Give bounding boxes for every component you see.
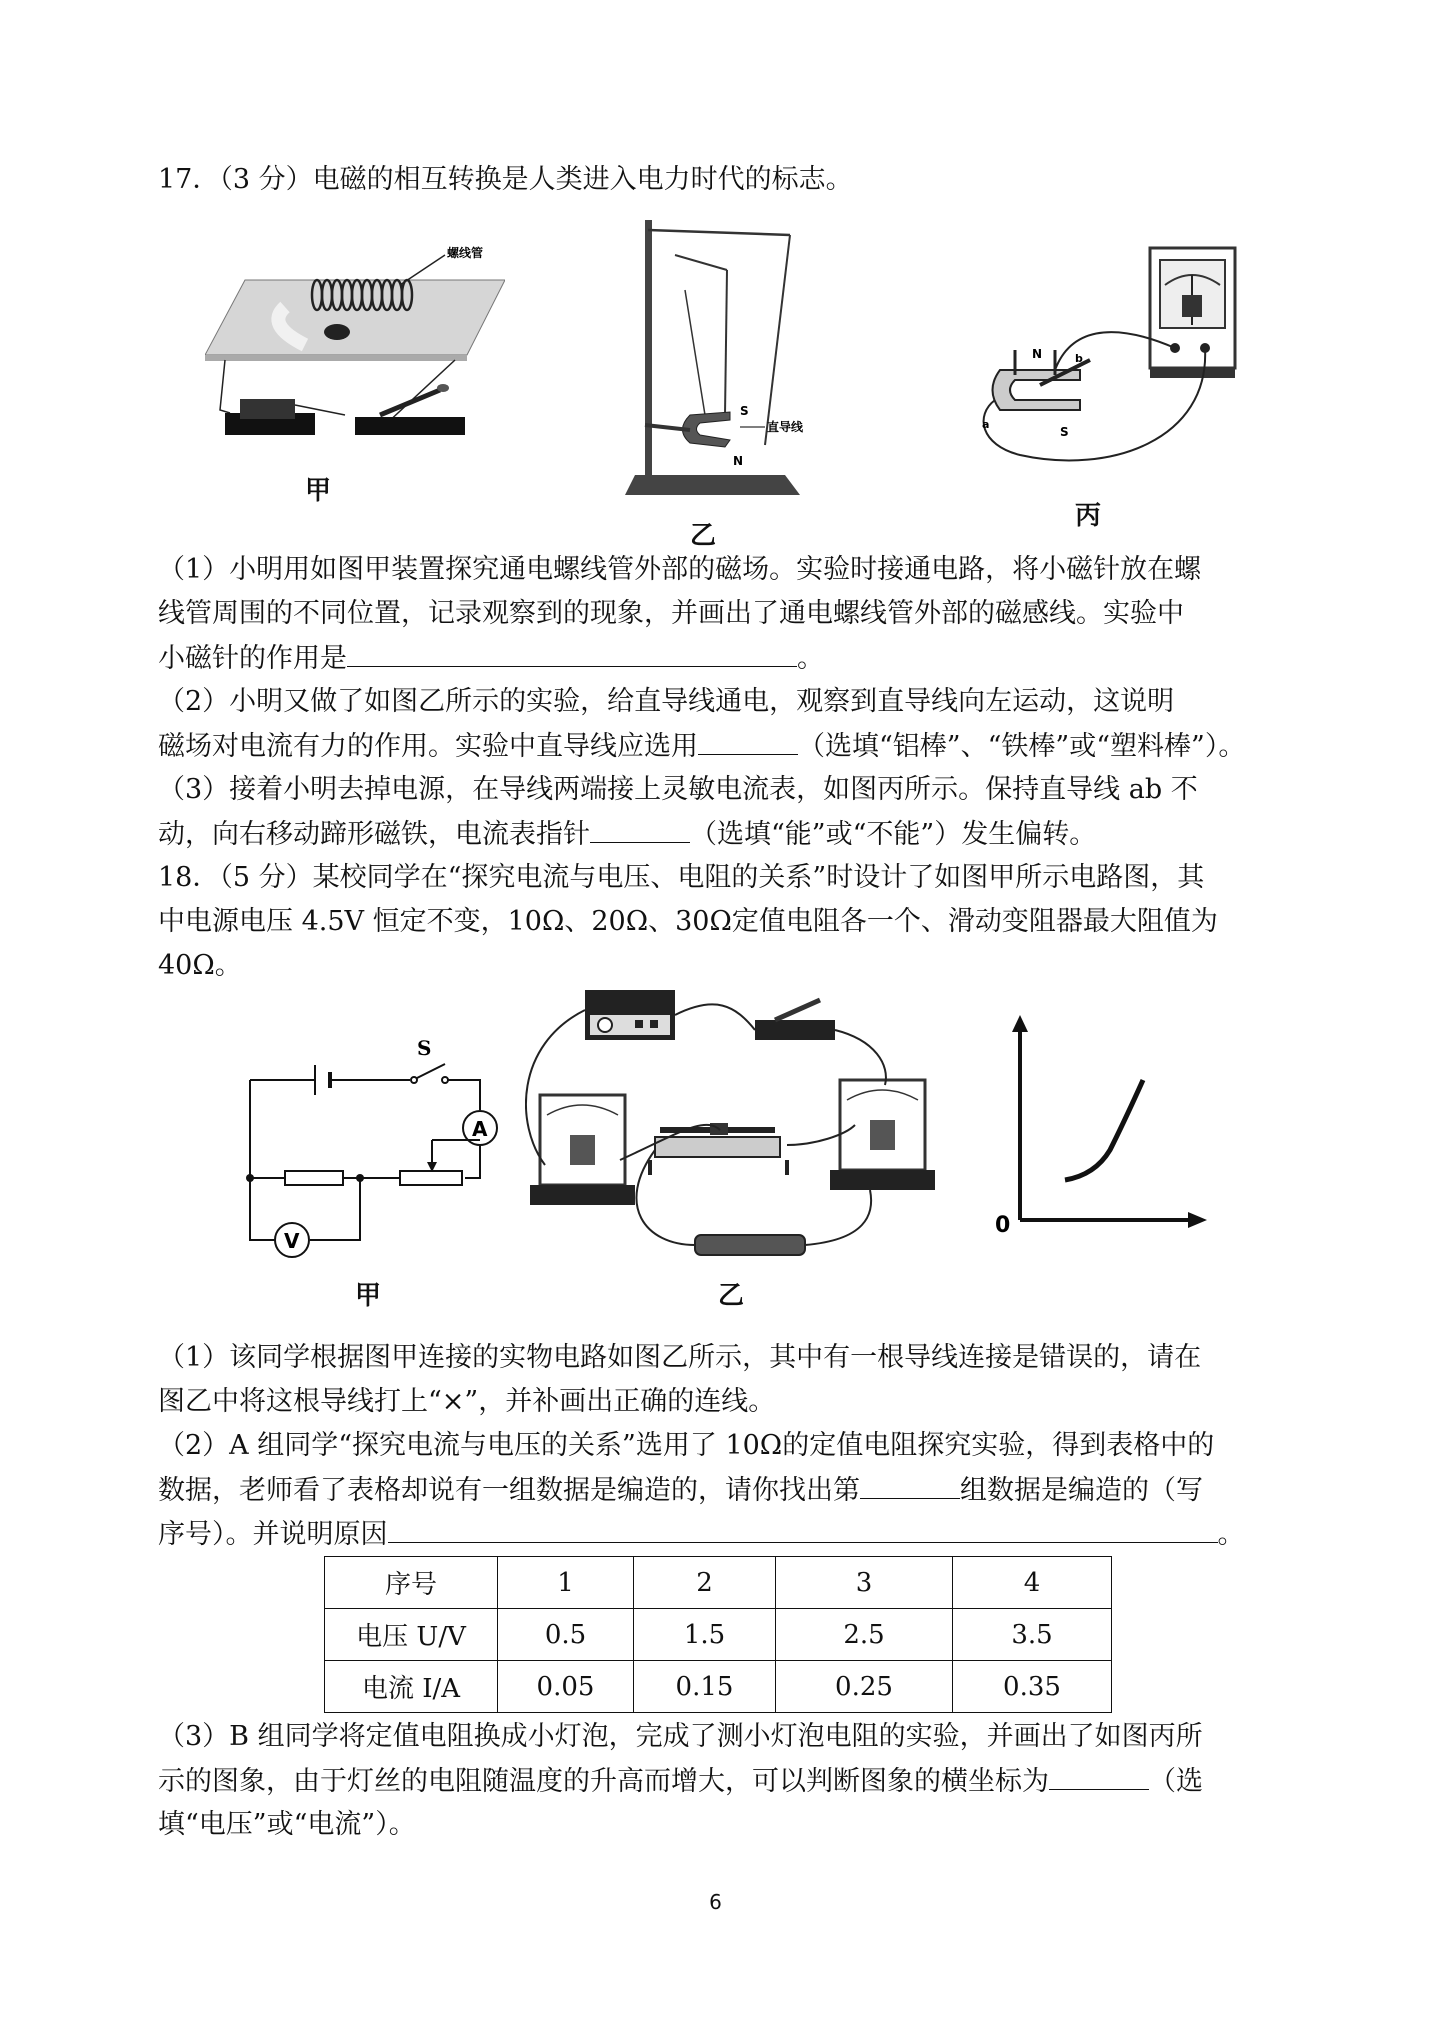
q17-figure-jia (205, 235, 505, 440)
q18-caption-yi: 乙 (718, 1281, 745, 1311)
q18-p2-line2: 数据，老师看了表格却说有一组数据是编造的，请你找出第 组数据是编造的（写 (158, 1468, 1203, 1513)
voltmeter-label: V (284, 1229, 300, 1253)
q17-p1-line3: 小磁针的作用是 。 (158, 636, 824, 681)
switch-label: S (417, 1036, 432, 1060)
wire-tag: 直导线 (767, 420, 804, 434)
svg-text:a: a (982, 418, 990, 431)
q17-p2-line2: 磁场对电流有力的作用。实验中直导线应选用 （选填“铝棒”、“铁棒”或“塑料棒”）。 (158, 724, 1245, 769)
q18-line1: 18．（5 分）某校同学在“探究电流与电压、电阻的关系”时设计了如图甲所示电路图，其 (158, 862, 1205, 893)
graph-origin-label: 0 (995, 1213, 1011, 1235)
q18-p1-line1: （1）该同学根据图甲连接的实物电路如图乙所示，其中有一根导线连接是错误的，请在 (158, 1342, 1202, 1373)
q18-data-table (324, 1556, 1112, 1713)
answer-blank-1[interactable] (347, 636, 797, 667)
svg-text:N: N (733, 454, 744, 468)
svg-text:S: S (1060, 425, 1069, 439)
ammeter-label: A (472, 1117, 488, 1141)
q18-p3-line2: 示的图象，由于灯丝的电阻随温度的升高而增大，可以判断图象的横坐标为 （选 (158, 1759, 1203, 1804)
q18-p2-line1: （2）A 组同学“探究电流与电压的关系”选用了 10Ω的定值电阻探究实验，得到表格中的 (158, 1430, 1215, 1461)
q17-figure-yi (615, 215, 815, 505)
answer-blank-2[interactable] (698, 724, 798, 755)
q17-p3-line1: （3）接着小明去掉电源，在导线两端接上灵敏电流表，如图丙所示。保持直导线 ab 不 (158, 774, 1198, 805)
svg-text:N: N (1032, 347, 1043, 361)
q18-p3-line1: （3）B 组同学将定值电阻换成小灯泡，完成了测小灯泡电阻的实验，并画出了如图丙所 (158, 1721, 1203, 1752)
q18-figure-jia-circuit (240, 1030, 510, 1260)
q17-title: 17．（3 分）电磁的相互转换是人类进入电力时代的标志。 (158, 164, 853, 195)
q18-figure-yi-physical (525, 985, 935, 1265)
answer-blank-5[interactable] (388, 1512, 1218, 1543)
svg-text:S: S (740, 404, 749, 418)
q17-caption-yi: 乙 (690, 521, 717, 551)
q18-caption-jia: 甲 (355, 1281, 382, 1311)
q17-caption-jia: 甲 (305, 476, 332, 506)
page-number: 6 (709, 1890, 722, 1914)
q18-p1-line2: 图乙中将这根导线打上“×”，并补画出正确的连线。 (158, 1386, 776, 1417)
answer-blank-3[interactable] (590, 812, 690, 843)
q17-p1-line1: （1）小明用如图甲装置探究通电螺线管外部的磁场。实验时接通电路，将小磁针放在螺 (158, 554, 1202, 585)
q17-p1-line2: 线管周围的不同位置，记录观察到的现象，并画出了通电螺线管外部的磁感线。实验中 (158, 598, 1184, 629)
q18-p2-line3: 序号）。并说明原因 。 (158, 1512, 1245, 1557)
solenoid-tag: 螺线管 (447, 246, 484, 260)
table-header-row: 序号 1 2 3 4 (325, 1557, 1112, 1609)
q17-caption-bing: 丙 (1075, 501, 1102, 531)
q18-line3: 40Ω。 (158, 950, 242, 981)
q17-p2-line1: （2）小明又做了如图乙所示的实验，给直导线通电，观察到直导线向左运动，这说明 (158, 686, 1175, 717)
answer-blank-4[interactable] (860, 1468, 960, 1499)
q18-figure-bing-graph (985, 1010, 1215, 1235)
q18-line2: 中电源电压 4.5V 恒定不变，10Ω、20Ω、30Ω定值电阻各一个、滑动变阻器最大阻值为 (158, 906, 1218, 937)
table-row: 电压 U/V 0.5 1.5 2.5 3.5 (325, 1609, 1112, 1661)
svg-text:b: b (1075, 352, 1083, 365)
answer-blank-6[interactable] (1049, 1759, 1149, 1790)
q17-figure-bing (960, 240, 1240, 470)
q17-p3-line2: 动，向右移动蹄形磁铁，电流表指针 （选填“能”或“不能”）发生偏转。 (158, 812, 1096, 857)
q18-p3-line3: 填“电压”或“电流”）。 (158, 1809, 416, 1840)
table-row: 电流 I/A 0.05 0.15 0.25 0.35 (325, 1661, 1112, 1713)
